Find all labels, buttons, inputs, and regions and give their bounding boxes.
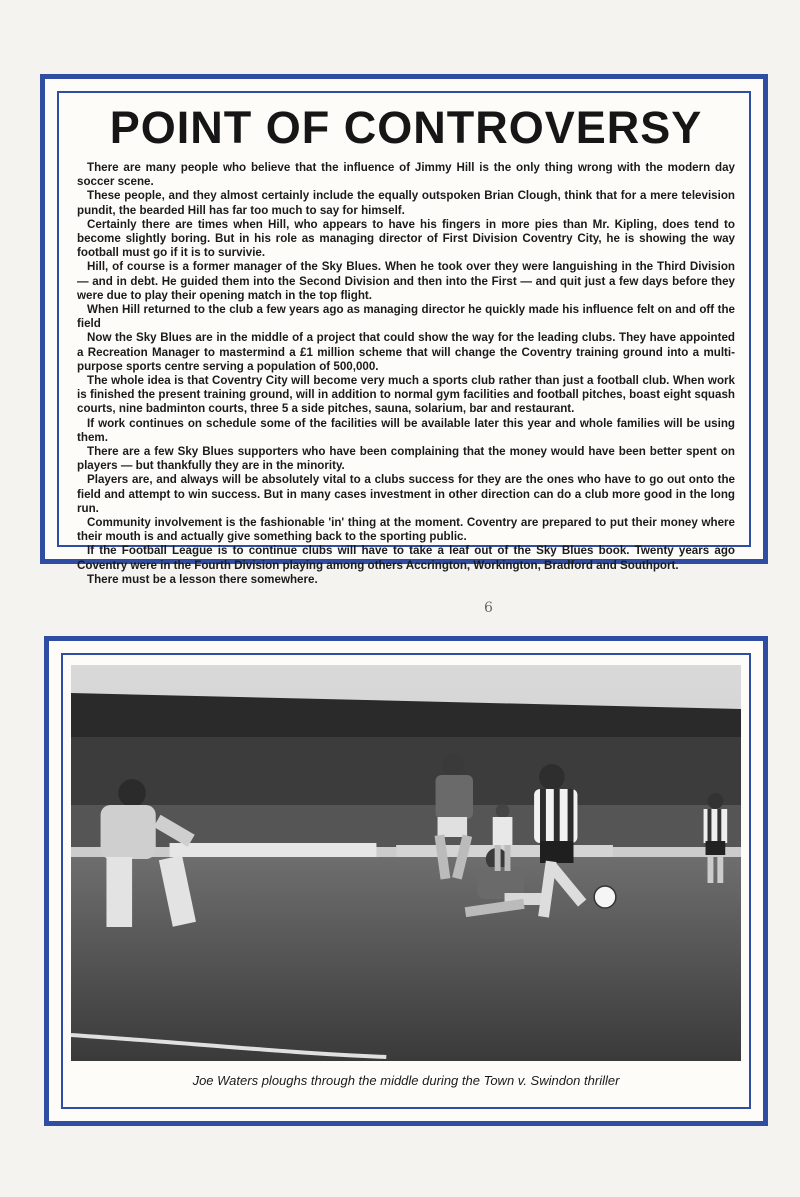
photo-inner-border [61,653,751,1109]
article-paragraph: There are many people who believe that the influence of Jimmy Hill is the only thing wrong with the modern day soccer scene. [77,161,735,189]
headline: POINT OF CONTROVERSY [109,102,703,153]
match-photo [71,665,741,1061]
article-body [77,161,735,587]
handwritten-page-number: 6 [484,600,493,616]
photo-frame [44,636,768,1126]
article-paragraph: If work continues on schedule some of the facilities will be available later this year and whole families will be using them. [77,416,735,444]
article-paragraph: Hill, of course is a former manager of the Sky Blues. When he took over they were languishing in the Third Division — and in debt. He guided them into the Second Division and then into the First — and quit just a few days before they were due to play their opening match in the top flight. [77,260,735,302]
article-paragraph: Now the Sky Blues are in the middle of a project that could show the way for the leading clubs. They have appointed a Recreation Manager to mastermind a £1 million scheme that will change the Coventry training ground into a multi-purpose sports centre serving a population of 500,000. [77,331,735,373]
advertising-board [170,843,377,859]
article-inner-border [57,91,751,586]
article-paragraph: There must be a lesson there somewhere. [87,572,318,586]
article-frame [40,74,768,586]
article-paragraph: Community involvement is the fashionable 'in' thing at the moment. Coventry are prepared to put their money where their mouth is and actually give something back to the sporting public. [77,516,735,544]
article-paragraph: If the Football League is to continue clubs will have to take a leaf out of the Sky Blues book. Twenty years ago Coventry were in the Fourth Division playing among others Accrington, Workington, Bradford and Southport. [77,544,735,572]
article-paragraph: These people, and they almost certainly include the equally outspoken Brian Clough, think that for a mere television pundit, the bearded Hill has far too much to say for himself. [77,189,735,217]
football-match-photo [71,665,741,1061]
article-paragraph: Players are, and always will be absolutely vital to a clubs success for they are the ones who have to go out onto the field and attempt to win success. But in many cases investment in other direction can do a club more good in the long run. [77,473,735,515]
football [594,886,616,908]
article-paragraph: There are a few Sky Blues supporters who have been complaining that the money would have been better spent on players — but thankfully they are in the minority. [77,445,735,473]
article-paragraph: Certainly there are times when Hill, who appears to have his fingers in more pies than Mr. Kipling, does tend to become slightly boring. But in his role as managing director of First Division Coventry City, he is showing the way football must go if it is to survivie. [77,217,735,260]
photo-caption: Joe Waters ploughs through the middle during the Town v. Swindon thriller [192,1073,620,1088]
article-paragraph: The whole idea is that Coventry City will become very much a sports club rather than just a football club. When work is finished the present training ground, will in addition to normal gym facilities and football pitches, boast eight squash courts, nine badminton courts, three 5 a side pitches, sauna, solarium, bar and restaurant. [77,374,735,416]
article-paragraph: When Hill returned to the club a few years ago as managing director he quickly made his influence felt on and off the field [77,303,735,331]
